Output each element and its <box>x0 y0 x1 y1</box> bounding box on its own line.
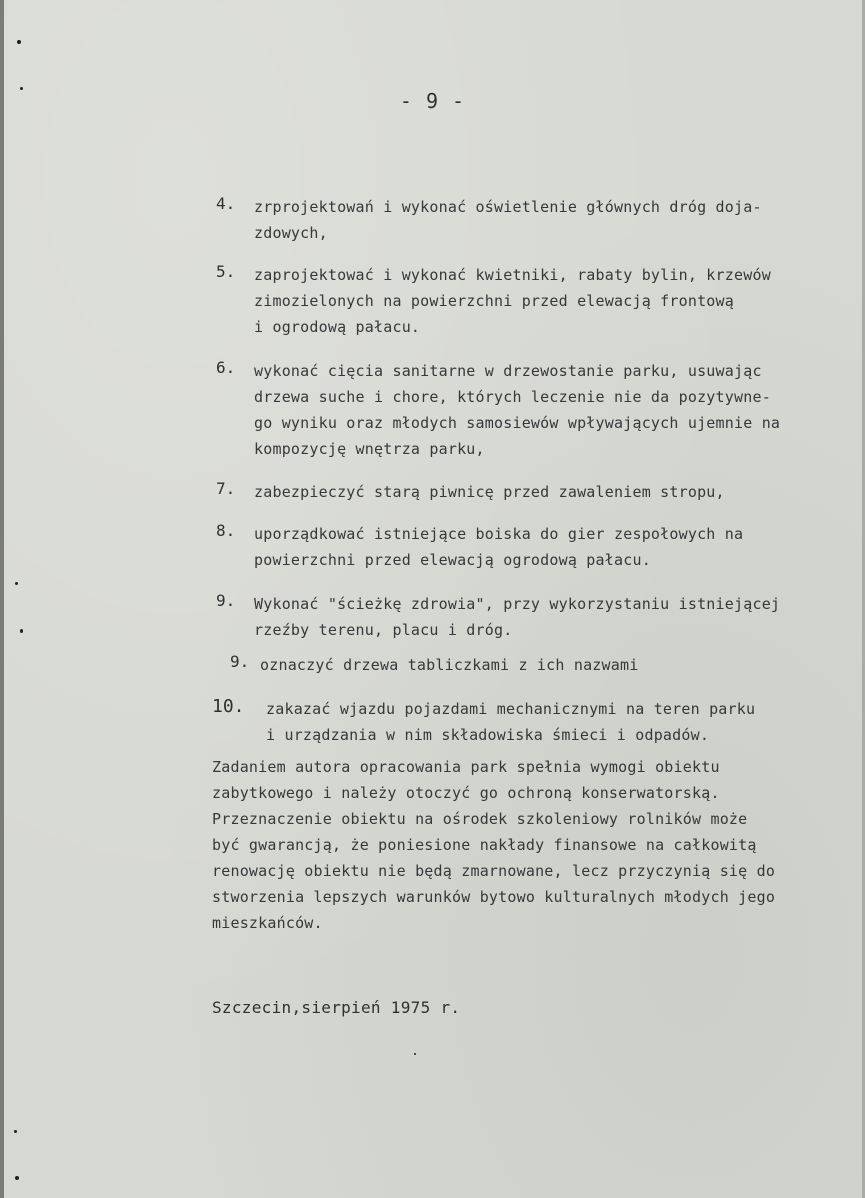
page-number: - 9 - <box>399 89 466 113</box>
list-item-number: 6. <box>216 358 236 377</box>
list-item-number: 7. <box>216 479 236 498</box>
list-item-text: Wykonać "ścieżkę zdrowia", przy wykorzystaniu istniejącej rzeźby terenu, placu i dróg. <box>254 595 781 639</box>
list-item-text: oznaczyć drzewa tabliczkami z ich nazwami <box>260 656 639 674</box>
place-and-date: Szczecin,sierpień 1975 r. <box>212 998 461 1017</box>
list-item-text: wykonać cięcia sanitarne w drzewostanie parku, usuwając drzewa suche i chore, których leczenie nie da pozytywne- go wyniku oraz młodych samosiewów wpływających ujemnie na kompozycję wnętrza parku, <box>254 362 781 458</box>
list-item-text: zakazać wjazdu pojazdami mechanicznymi na teren parku i urządzania w nim składowiska śmieci i odpadów. <box>266 700 756 744</box>
scan-speck <box>15 582 18 585</box>
list-item-number: 5. <box>216 262 236 281</box>
list-item-number: 10. <box>212 696 245 717</box>
list-item-number: 8. <box>216 521 236 540</box>
list-item-text: uporządkować istniejące boiska do gier zespołowych na powierzchni przed elewacją ogrodową pałacu. <box>254 525 744 569</box>
list-item-number: 9. <box>230 652 250 671</box>
scan-speck <box>20 629 23 633</box>
scan-speck <box>15 1176 19 1180</box>
list-item-text: zaprojektować i wykonać kwietniki, rabaty bylin, krzewów zimozielonych na powierzchni przed elewacją frontową i ogrodową pałacu. <box>254 266 771 336</box>
list-item-text: zrprojektowań i wykonać oświetlenie głównych dróg doja- zdowych, <box>254 198 762 242</box>
list-item-number: 4. <box>216 194 236 213</box>
scan-left-edge <box>0 0 4 1198</box>
scan-speck <box>17 40 21 44</box>
conclusion-paragraph: Zadaniem autora opracowania park spełnia wymogi obiektu zabytkowego i należy otoczyć go ochroną konserwatorską. Przeznaczenie obiektu na ośrodek szkoleniowy rolników może być gwarancją, że poniesione nakłady finansowe na całkowitą renowację obiektu nie będą zmarnowane, lecz przyczynią się do stworzenia lepszych warunków bytowo kulturalnych młodych jego mieszkańców. <box>212 758 776 932</box>
scan-speck <box>14 1130 17 1133</box>
scan-speck <box>20 87 23 90</box>
list-item-number: 9. <box>216 591 236 610</box>
scan-speck <box>414 1053 416 1055</box>
list-item-text: zabezpieczyć starą piwnicę przed zawaleniem stropu, <box>254 483 725 501</box>
